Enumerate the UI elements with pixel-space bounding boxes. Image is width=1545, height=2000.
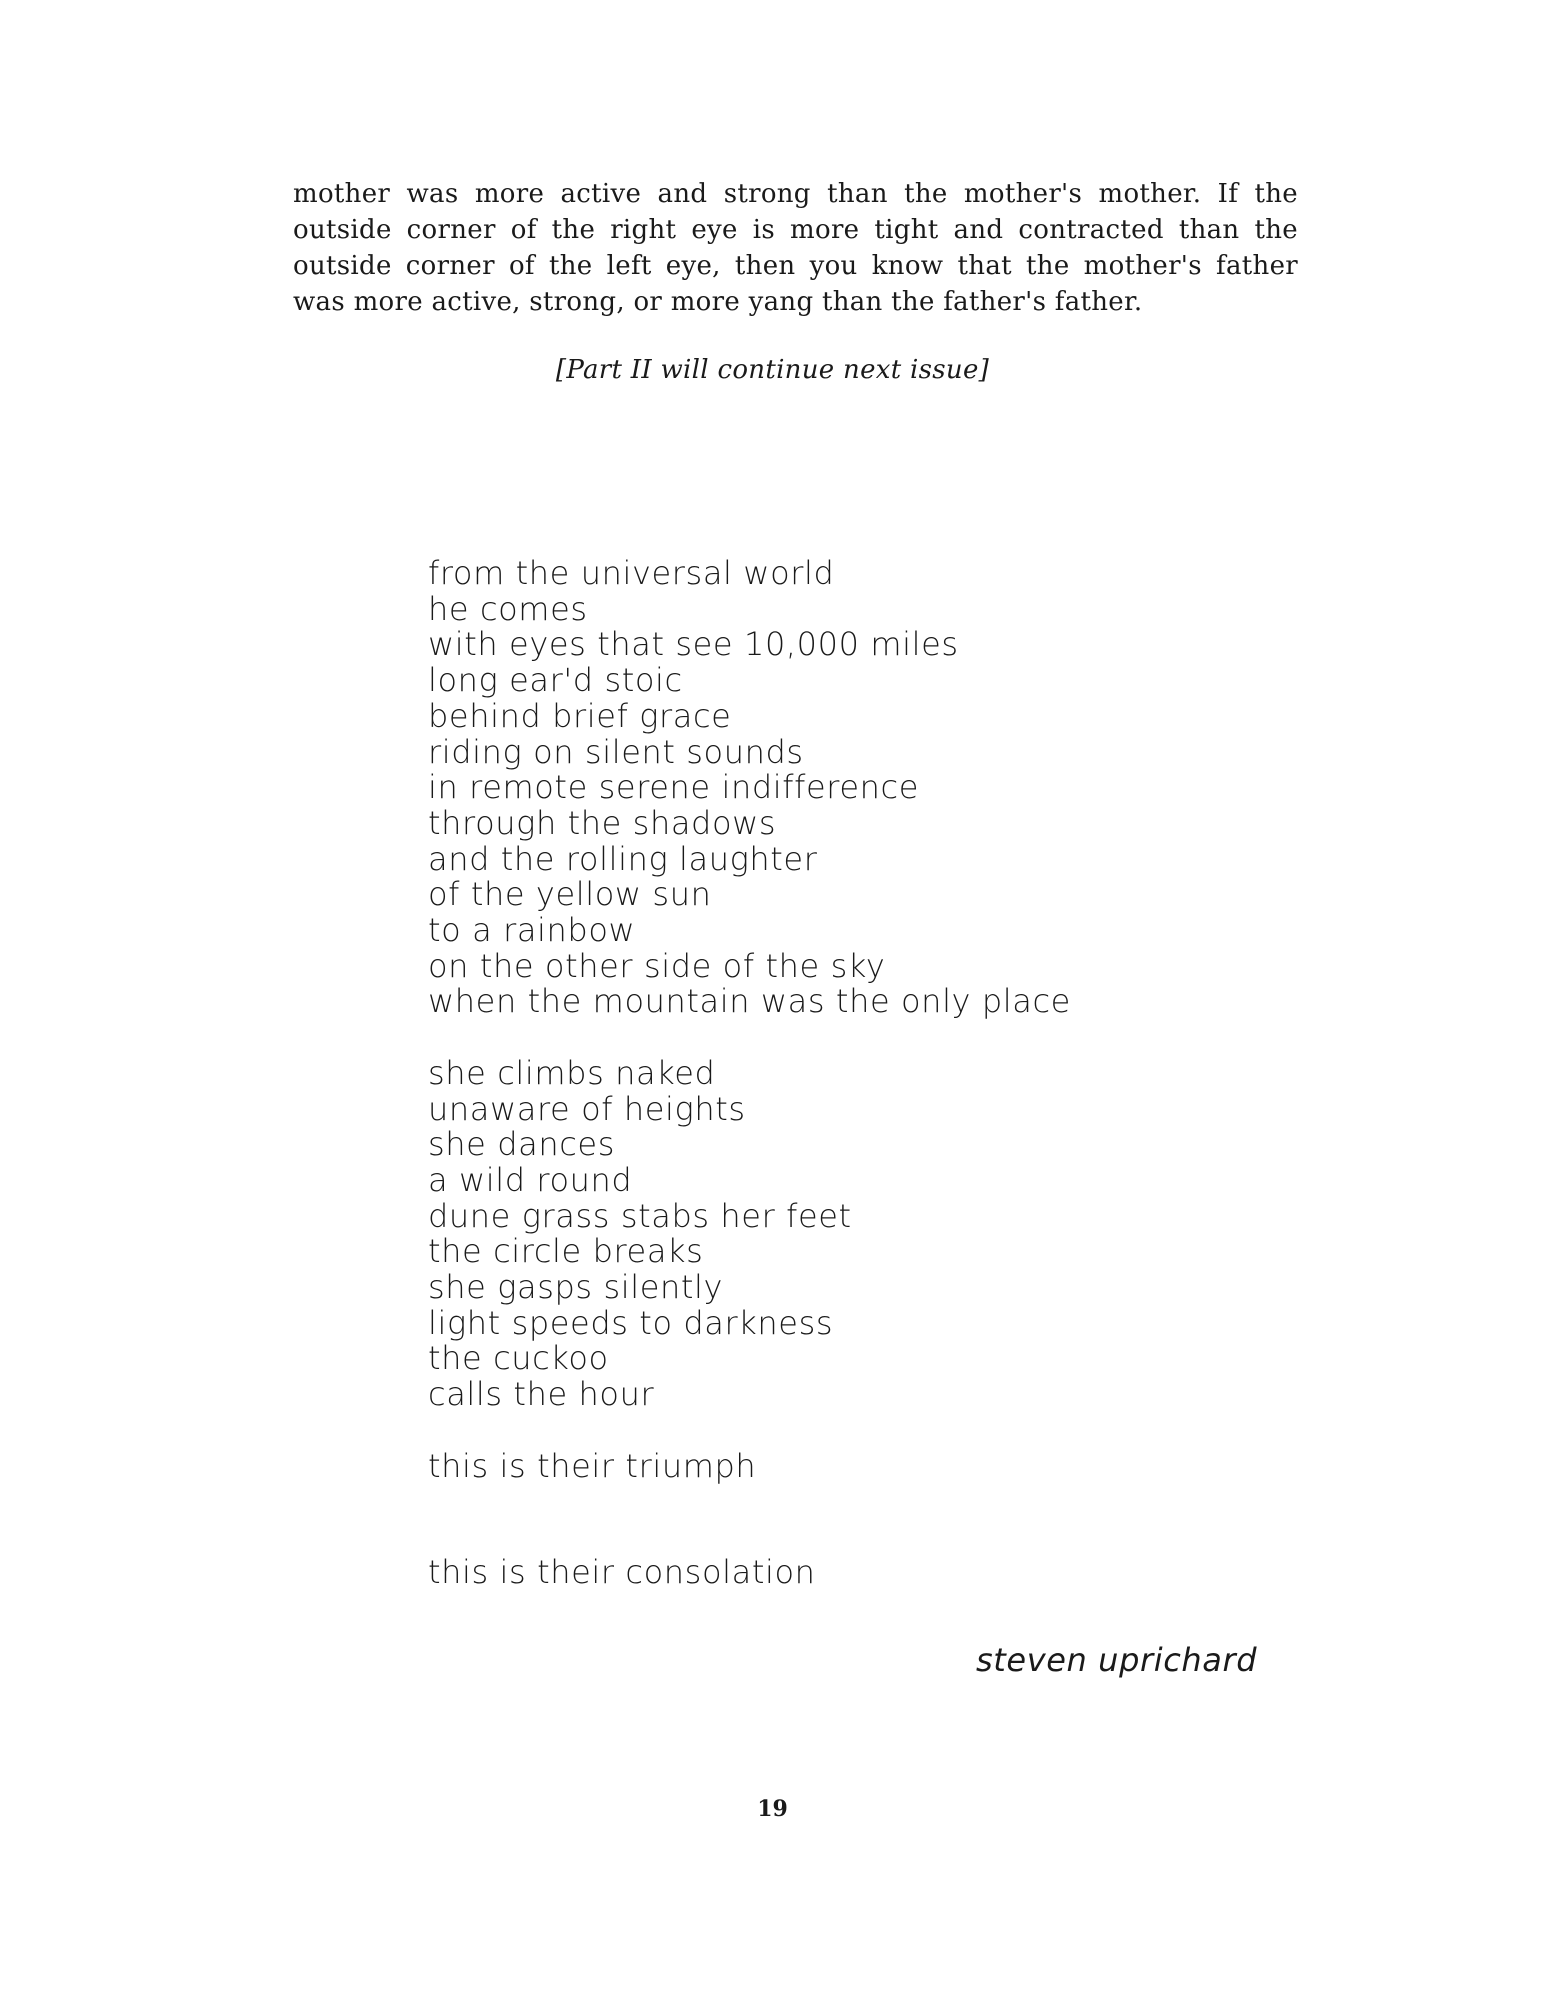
prose-paragraph bbox=[293, 176, 1298, 320]
poem-line: light speeds to darkness bbox=[428, 1303, 834, 1342]
poem-line: of the yellow sun bbox=[428, 875, 712, 914]
poem-line: this is their triumph bbox=[428, 1446, 757, 1485]
poem-line: and the rolling laughter bbox=[428, 839, 818, 878]
poem-line: long ear'd stoic bbox=[428, 661, 683, 700]
poem-stanza bbox=[428, 1555, 1328, 1591]
poem-line: calls the hour bbox=[428, 1375, 655, 1414]
poem-line: when the mountain was the only place bbox=[428, 982, 1071, 1021]
poem-line: unaware of heights bbox=[428, 1089, 746, 1128]
page-number: 19 bbox=[757, 1796, 788, 1822]
poem-line: she gasps silently bbox=[428, 1268, 724, 1307]
poem bbox=[428, 556, 1328, 1591]
poem-line: from the universal world bbox=[428, 554, 835, 592]
prose-line: outside corner of the left eye, then you know that the mother's father bbox=[293, 251, 1298, 281]
poem-line: through the shadows bbox=[428, 803, 777, 842]
prose-line: was more active, strong, or more yang than the father's father. bbox=[293, 287, 1143, 317]
poem-line: she climbs naked bbox=[428, 1053, 716, 1092]
poem-stanza bbox=[428, 1053, 1328, 1414]
poem-line: to a rainbow bbox=[428, 911, 636, 950]
continuation-note: [Part II will continue next issue] bbox=[555, 355, 990, 385]
prose-line: mother was more active and strong than the mother's mother. If the bbox=[293, 179, 1298, 209]
poem-line: with eyes that see 10,000 miles bbox=[428, 625, 959, 664]
poem-line: he comes bbox=[428, 589, 588, 628]
poem-line: a wild round bbox=[428, 1160, 633, 1199]
poem-line: dune grass stabs her feet bbox=[428, 1196, 852, 1235]
poem-line: the circle breaks bbox=[428, 1232, 704, 1271]
poem-line: she dances bbox=[428, 1125, 615, 1164]
prose-line: outside corner of the right eye is more tight and contracted than the bbox=[293, 215, 1298, 245]
poem-line: in remote serene indifference bbox=[428, 768, 919, 807]
poem-line: this is their consolation bbox=[428, 1553, 816, 1592]
poem-line: the cuckoo bbox=[428, 1339, 609, 1378]
poem-line: on the other side of the sky bbox=[428, 946, 886, 985]
poem-stanza bbox=[428, 556, 1328, 1020]
poem-line: behind brief grace bbox=[428, 696, 732, 735]
poem-line: riding on silent sounds bbox=[428, 732, 804, 771]
author-signature: steven uprichard bbox=[976, 1641, 1258, 1679]
poem-stanza bbox=[428, 1446, 1328, 1485]
